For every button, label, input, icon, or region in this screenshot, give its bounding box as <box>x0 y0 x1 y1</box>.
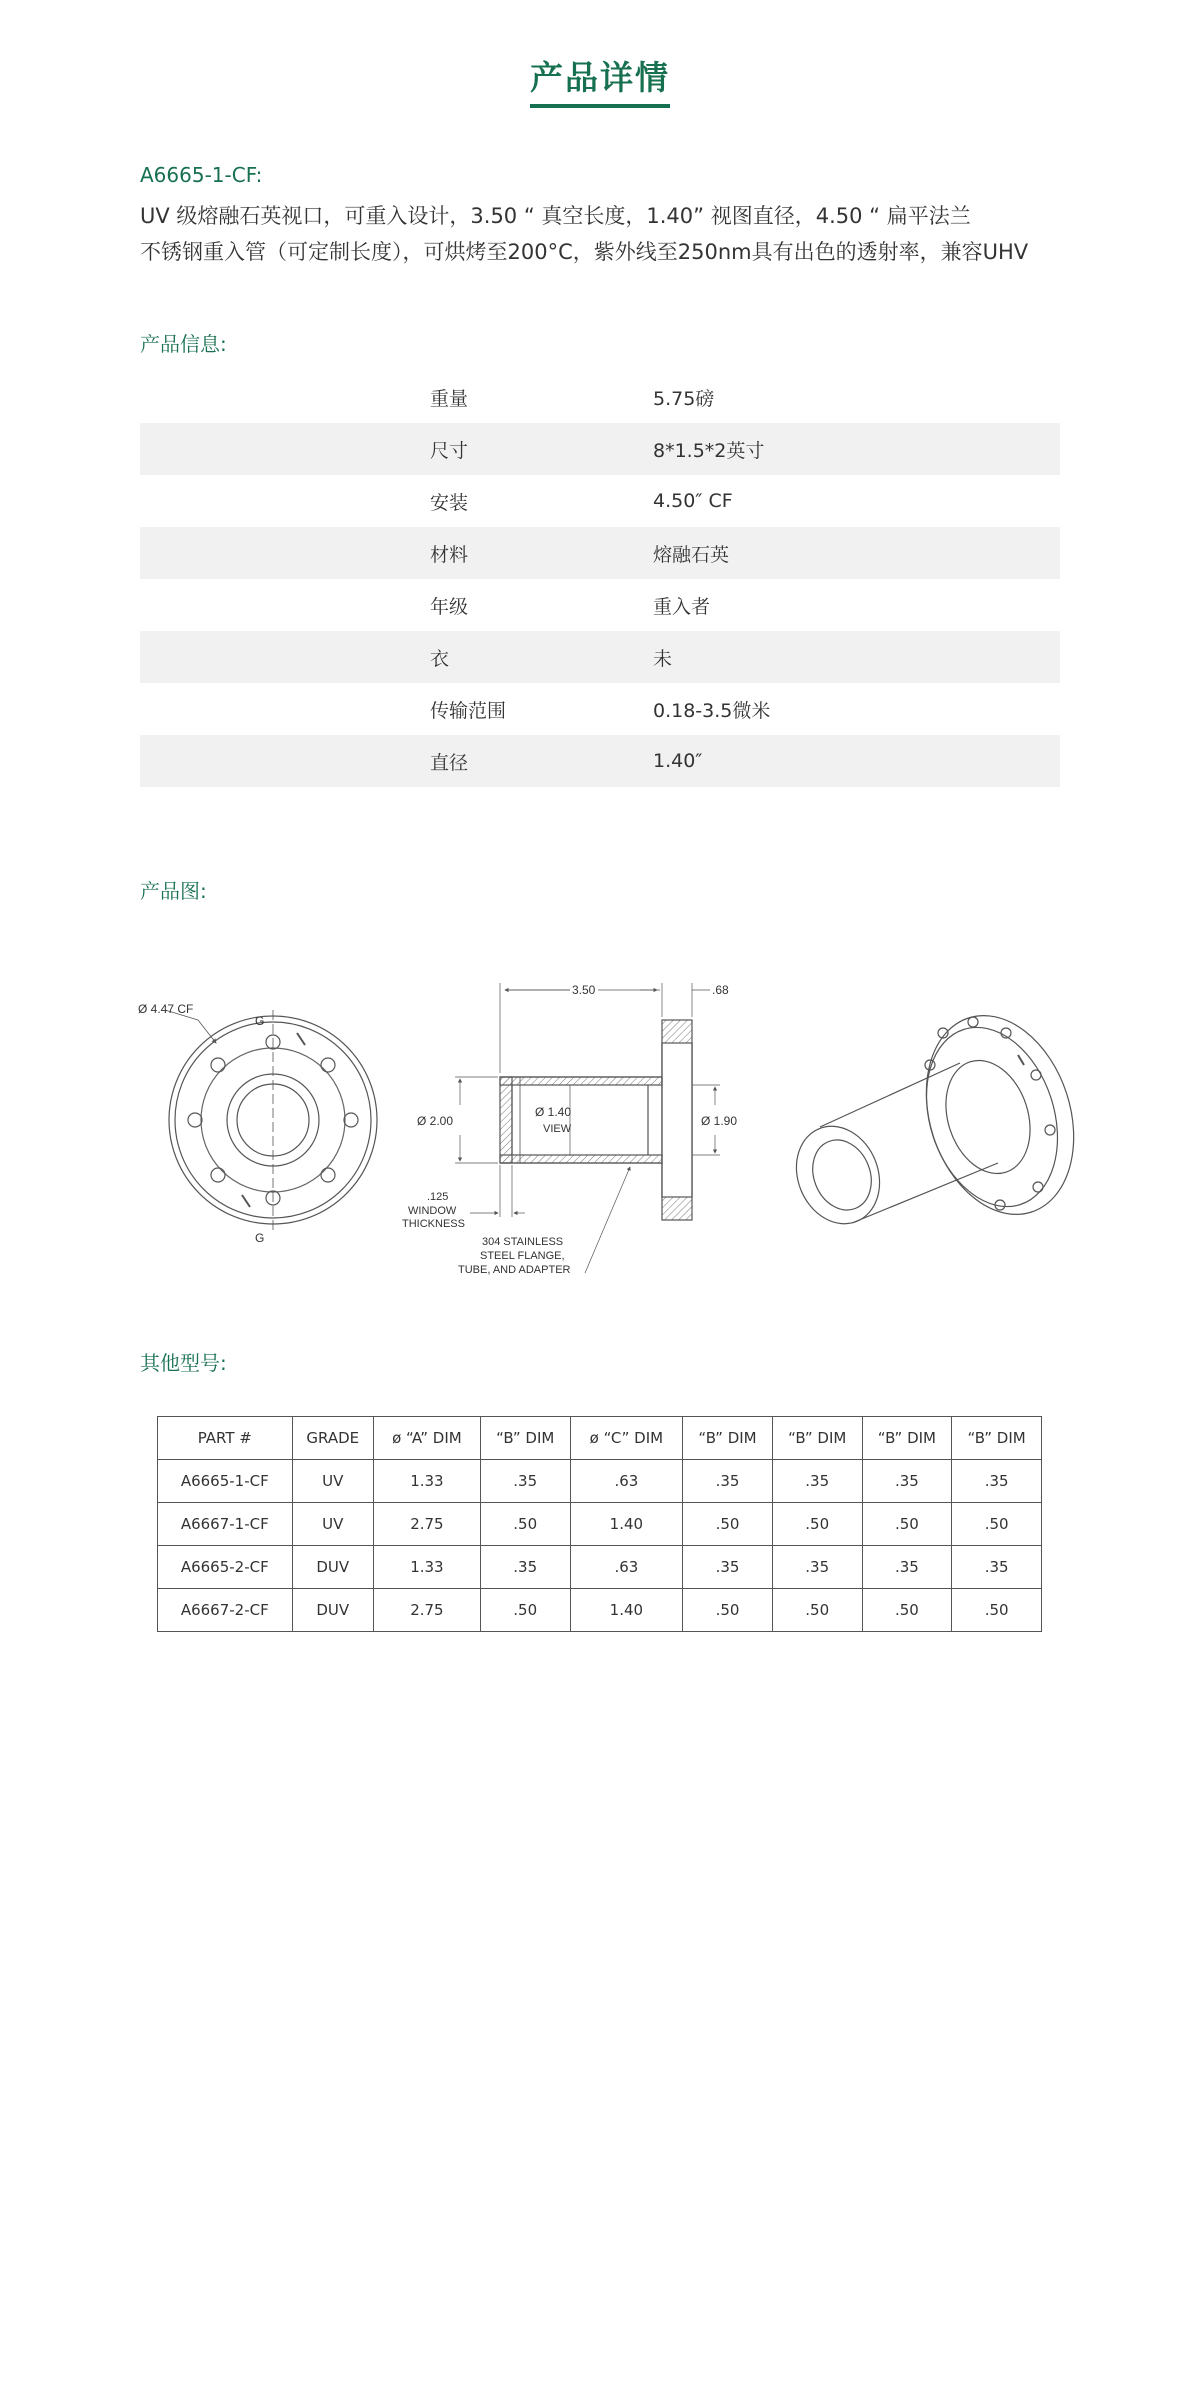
isometric-view <box>782 996 1080 1236</box>
table-cell: UV <box>292 1503 373 1546</box>
table-cell: .35 <box>772 1460 862 1503</box>
info-row <box>140 683 1060 735</box>
product-description-line2: 不锈钢重入管（可定制长度），可烘烤至200°C，紫外线至250nm具有出色的透射率，兼容UHV <box>140 240 1029 264</box>
table-cell: 1.40 <box>570 1589 683 1632</box>
g-bottom-label: G <box>255 1231 265 1245</box>
tube-dia-label: Ø 1.90 <box>701 1114 738 1128</box>
table-cell: 1.33 <box>373 1546 480 1589</box>
info-key: 重量 <box>430 387 469 410</box>
table-cell: .50 <box>480 1589 570 1632</box>
table-cell: 2.75 <box>373 1503 480 1546</box>
info-key: 材料 <box>430 543 469 566</box>
table-row <box>158 1546 1042 1589</box>
info-section-title: 产品信息: <box>140 332 227 356</box>
info-key: 年级 <box>430 595 469 618</box>
table-cell: .50 <box>683 1589 773 1632</box>
table-cell: .35 <box>952 1460 1042 1503</box>
info-row <box>140 735 1060 787</box>
info-row <box>140 423 1060 475</box>
info-row <box>140 475 1060 527</box>
steel-label-2: STEEL FLANGE, <box>480 1250 565 1262</box>
column-header: “B” DIM <box>683 1417 773 1460</box>
table-cell: .50 <box>480 1503 570 1546</box>
table-header-row <box>158 1417 1042 1460</box>
table-cell: .50 <box>772 1589 862 1632</box>
info-key: 传输范围 <box>430 699 507 722</box>
table-cell: .50 <box>952 1589 1042 1632</box>
info-value: 熔融石英 <box>653 543 730 566</box>
column-header: PART # <box>158 1417 293 1460</box>
info-value: 4.50″ CF <box>653 490 733 512</box>
window-thickness-label-3: THICKNESS <box>402 1218 465 1230</box>
section-view <box>402 983 737 1276</box>
table-cell: DUV <box>292 1589 373 1632</box>
table-cell: .50 <box>952 1503 1042 1546</box>
window-thickness-label-1: .125 <box>427 1191 449 1203</box>
table-cell: .35 <box>952 1546 1042 1589</box>
table-cell: .35 <box>683 1460 773 1503</box>
table-cell: .50 <box>772 1503 862 1546</box>
table-cell: .35 <box>862 1460 952 1503</box>
info-key: 直径 <box>430 751 469 774</box>
column-header: ø “A” DIM <box>373 1417 480 1460</box>
info-value: 重入者 <box>653 595 711 618</box>
page-title: 产品详情 <box>530 58 670 108</box>
product-model: A6665-1-CF: <box>140 163 263 187</box>
table-cell: .50 <box>862 1589 952 1632</box>
models-section-title: 其他型号: <box>140 1351 227 1375</box>
table-cell: .35 <box>772 1546 862 1589</box>
table-cell: A6667-1-CF <box>158 1503 293 1546</box>
info-value: 5.75磅 <box>653 387 715 410</box>
models-table <box>157 1416 1042 1632</box>
column-header: ø “C” DIM <box>570 1417 683 1460</box>
table-cell: .50 <box>862 1503 952 1546</box>
table-cell: A6665-2-CF <box>158 1546 293 1589</box>
info-value: 1.40″ <box>653 750 703 772</box>
table-cell: .35 <box>683 1546 773 1589</box>
info-value: 0.18-3.5微米 <box>653 699 771 722</box>
table-row <box>158 1589 1042 1632</box>
table-cell: .35 <box>480 1546 570 1589</box>
steel-label-3: TUBE, AND ADAPTER <box>458 1264 571 1276</box>
table-cell: 1.40 <box>570 1503 683 1546</box>
info-row <box>140 527 1060 579</box>
outer-dia-label: Ø 2.00 <box>417 1114 454 1128</box>
g-top-label: G <box>255 1014 265 1028</box>
view-dia-label: Ø 1.40 <box>535 1105 572 1119</box>
diagram-section-title: 产品图: <box>140 879 207 903</box>
page-title-wrap <box>0 58 1200 108</box>
table-row <box>158 1503 1042 1546</box>
table-cell: .63 <box>570 1460 683 1503</box>
flange-dia-label: Ø 4.47 CF <box>138 1002 194 1016</box>
column-header: “B” DIM <box>862 1417 952 1460</box>
info-key: 安装 <box>430 491 469 514</box>
table-cell: .50 <box>683 1503 773 1546</box>
flange-front-view <box>138 1002 377 1245</box>
steel-label-1: 304 STAINLESS <box>482 1236 564 1248</box>
info-value: 未 <box>653 647 673 670</box>
product-drawing <box>130 955 1080 1295</box>
column-header: “B” DIM <box>952 1417 1042 1460</box>
window-thickness-label-2: WINDOW <box>408 1205 457 1217</box>
column-header: “B” DIM <box>772 1417 862 1460</box>
table-cell: .35 <box>480 1460 570 1503</box>
info-key: 尺寸 <box>430 439 469 462</box>
table-cell: .35 <box>862 1546 952 1589</box>
info-value: 8*1.5*2英寸 <box>653 439 765 462</box>
table-cell: 1.33 <box>373 1460 480 1503</box>
table-cell: UV <box>292 1460 373 1503</box>
view-label: VIEW <box>543 1123 572 1135</box>
flange-thick-label: .68 <box>712 983 729 997</box>
table-cell: A6667-2-CF <box>158 1589 293 1632</box>
table-cell: A6665-1-CF <box>158 1460 293 1503</box>
column-header: “B” DIM <box>480 1417 570 1460</box>
info-row <box>140 631 1060 683</box>
product-description-line1: UV 级熔融石英视口，可重入设计，3.50 “ 真空长度，1.40” 视图直径，4.50 “ 扁平法兰 <box>140 204 971 228</box>
info-key: 衣 <box>430 647 450 670</box>
info-row <box>140 579 1060 631</box>
length-label: 3.50 <box>572 983 596 997</box>
info-row <box>140 371 1060 423</box>
table-cell: DUV <box>292 1546 373 1589</box>
table-cell: .63 <box>570 1546 683 1589</box>
table-cell: 2.75 <box>373 1589 480 1632</box>
table-row <box>158 1460 1042 1503</box>
column-header: GRADE <box>292 1417 373 1460</box>
info-table <box>140 371 1060 787</box>
